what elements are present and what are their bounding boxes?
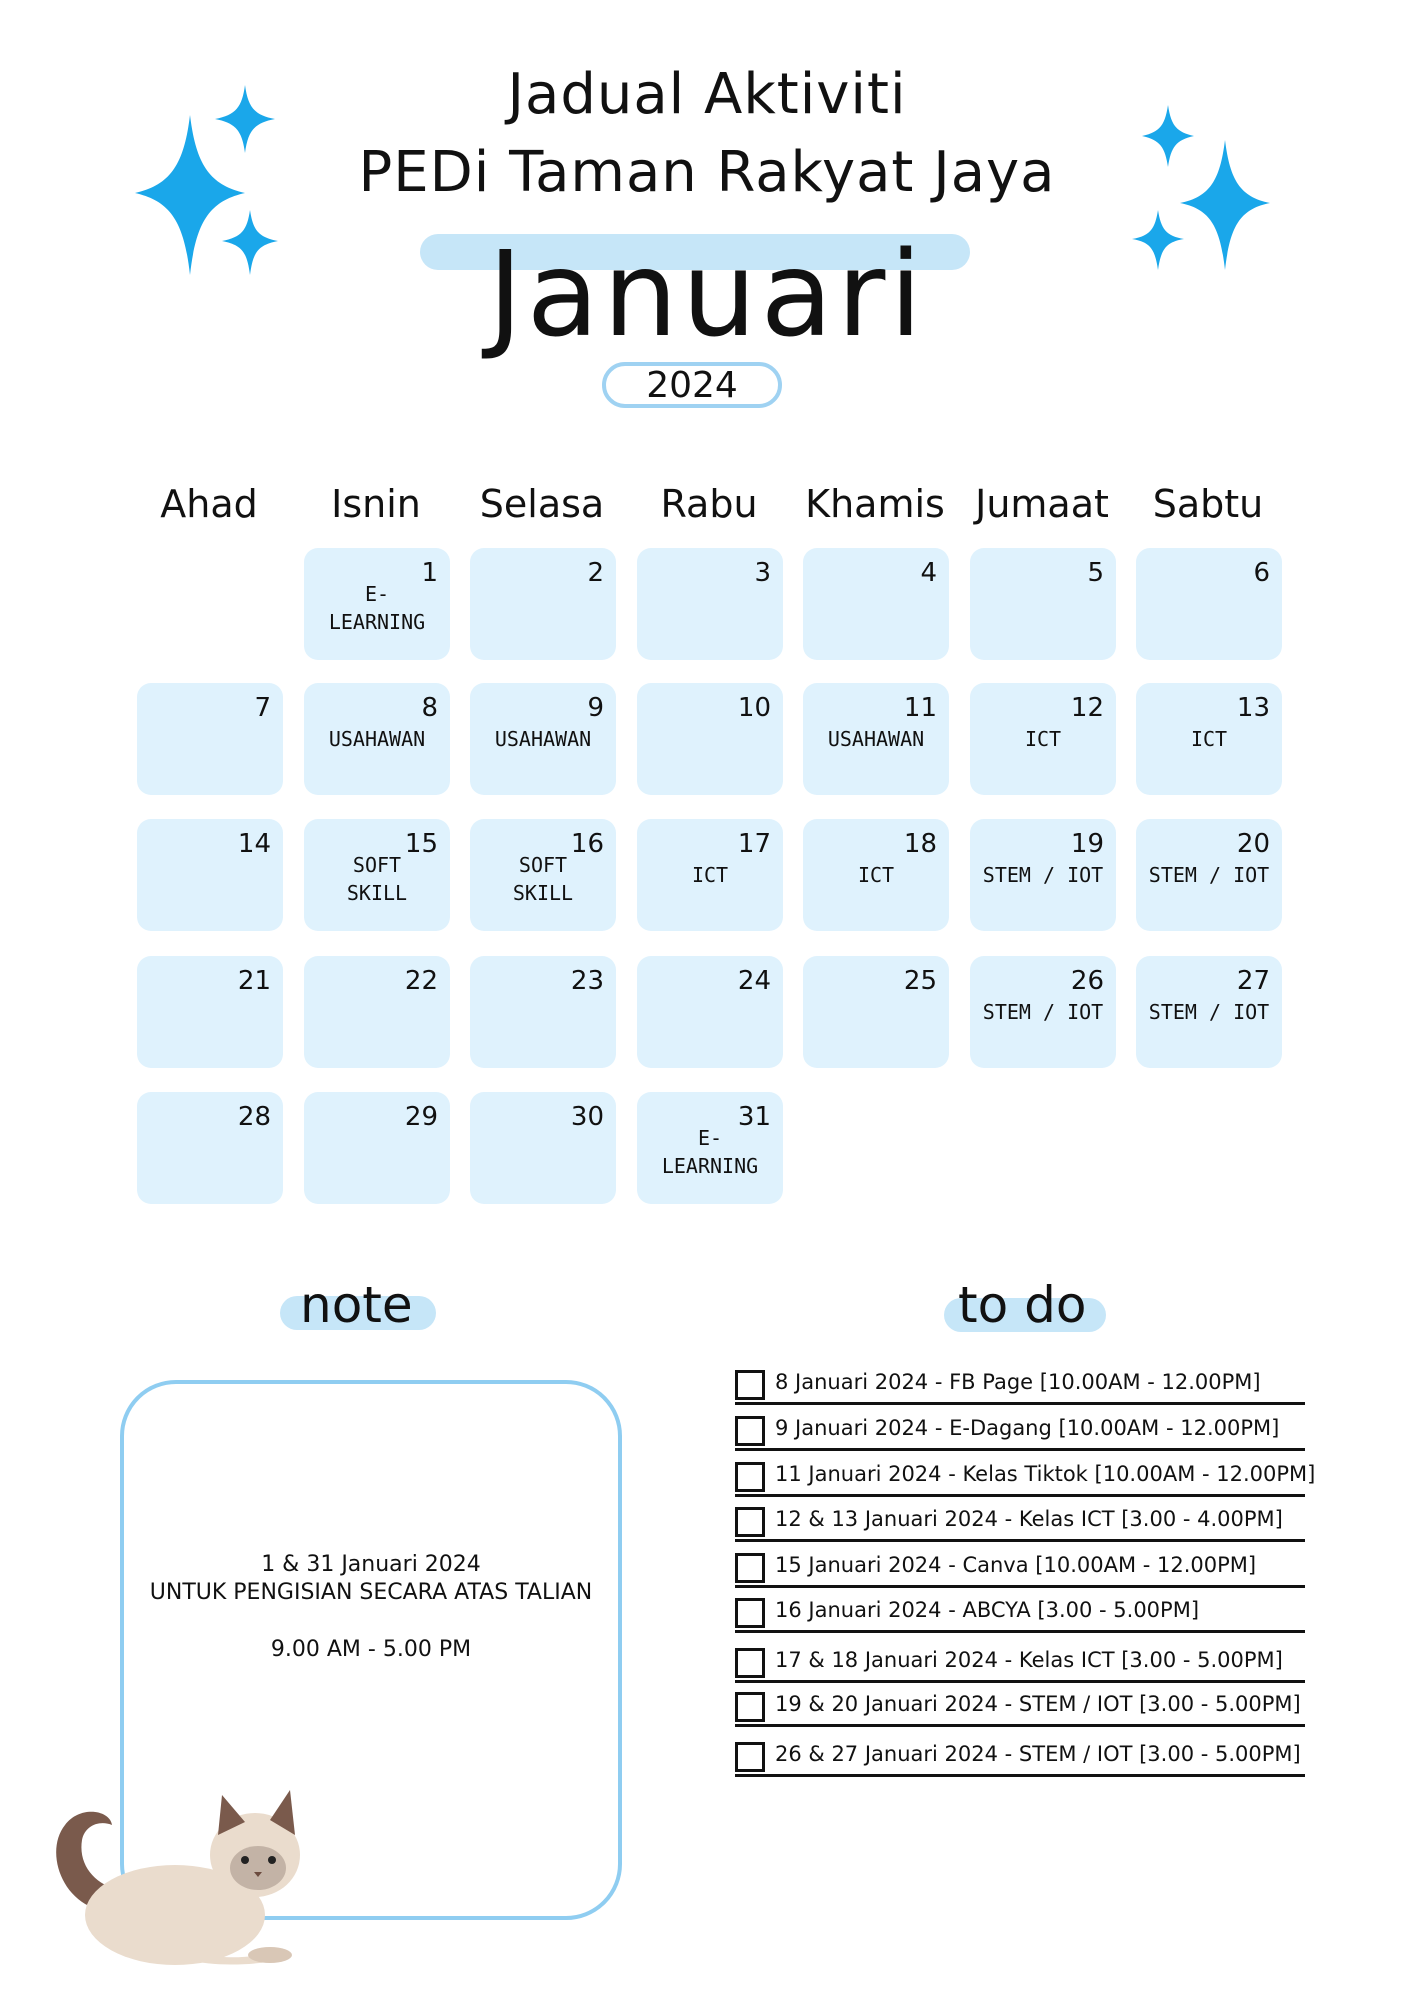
day-number: 13: [1236, 693, 1270, 723]
day-cell: [970, 956, 1116, 1068]
weekday-tuesday: Selasa: [479, 482, 605, 526]
day-activity: E- LEARNING: [661, 1126, 759, 1178]
todo-checkbox[interactable]: [735, 1598, 765, 1628]
day-cell: [803, 819, 949, 931]
todo-checkbox[interactable]: [735, 1553, 765, 1583]
day-activity: SOFT SKILL: [346, 853, 408, 905]
title-line-2: PEDi Taman Rakyat Jaya: [358, 140, 1056, 205]
day-number: 19: [1070, 829, 1104, 859]
todo-item: [735, 1503, 1305, 1542]
weekday-thursday: Khamis: [805, 482, 945, 526]
day-number: 26: [1070, 966, 1104, 996]
weekday-sunday: Ahad: [160, 482, 258, 526]
day-cell: [304, 1092, 450, 1204]
day-cell: [637, 548, 783, 660]
day-number: 23: [570, 966, 604, 996]
todo-item: [735, 1366, 1305, 1405]
day-number: 16: [570, 829, 604, 859]
day-number: 25: [903, 966, 937, 996]
note-label: note: [300, 1276, 413, 1334]
day-number: 21: [237, 966, 271, 996]
day-number: 7: [254, 693, 271, 723]
day-number: 6: [1253, 558, 1270, 588]
todo-text: 8 Januari 2024 - FB Page [10.00AM - 12.00PM]: [775, 1370, 1261, 1394]
day-activity: SOFT SKILL: [512, 853, 574, 905]
day-cell: [803, 548, 949, 660]
weekday-wednesday: Rabu: [660, 482, 758, 526]
todo-item: [735, 1549, 1305, 1588]
day-cell: [1136, 683, 1282, 795]
day-cell: [970, 683, 1116, 795]
day-number: 15: [404, 829, 438, 859]
day-activity: USAHAWAN: [494, 727, 592, 751]
todo-item: [735, 1412, 1305, 1451]
todo-item: [735, 1594, 1305, 1633]
year-badge: 2024: [602, 362, 782, 408]
day-number: 14: [237, 829, 271, 859]
day-number: 8: [421, 693, 438, 723]
day-cell: [304, 683, 450, 795]
day-cell: [637, 683, 783, 795]
note-line-1: 1 & 31 Januari 2024: [261, 1552, 481, 1577]
note-line-3: 9.00 AM - 5.00 PM: [270, 1637, 472, 1662]
day-activity: USAHAWAN: [827, 727, 925, 751]
todo-checkbox[interactable]: [735, 1462, 765, 1492]
todo-checkbox[interactable]: [735, 1416, 765, 1446]
day-number: 5: [1087, 558, 1104, 588]
day-cell: [304, 819, 450, 931]
day-activity: USAHAWAN: [328, 727, 426, 751]
cat-illustration: [40, 1780, 340, 1970]
day-number: 9: [587, 693, 604, 723]
day-activity: E- LEARNING: [328, 582, 426, 634]
day-cell: [137, 819, 283, 931]
day-number: 11: [903, 693, 937, 723]
day-number: 22: [404, 966, 438, 996]
month-title: Januari: [487, 225, 927, 363]
day-activity: ICT: [1024, 727, 1062, 751]
todo-item: [735, 1738, 1305, 1777]
day-number: 1: [421, 558, 438, 588]
day-cell: [137, 1092, 283, 1204]
day-cell: [803, 683, 949, 795]
day-cell: [1136, 548, 1282, 660]
todo-item: [735, 1458, 1316, 1497]
day-cell: [137, 956, 283, 1068]
day-cell: [637, 956, 783, 1068]
weekday-monday: Isnin: [331, 482, 421, 526]
note-line-2: UNTUK PENGISIAN SECARA ATAS TALIAN: [149, 1580, 593, 1605]
title-line-1: Jadual Aktiviti: [507, 62, 907, 127]
day-activity: ICT: [691, 863, 729, 887]
day-cell: [637, 819, 783, 931]
day-activity: STEM / IOT: [1148, 1000, 1270, 1024]
day-cell: [137, 683, 283, 795]
day-number: 30: [570, 1102, 604, 1132]
todo-label: to do: [958, 1276, 1087, 1334]
todo-checkbox[interactable]: [735, 1507, 765, 1537]
day-cell: [304, 956, 450, 1068]
day-cell: [470, 1092, 616, 1204]
todo-item: [735, 1644, 1305, 1683]
todo-checkbox[interactable]: [735, 1742, 765, 1772]
todo-text: 16 Januari 2024 - ABCYA [3.00 - 5.00PM]: [775, 1598, 1200, 1622]
day-activity: ICT: [1190, 727, 1228, 751]
day-activity: STEM / IOT: [982, 1000, 1104, 1024]
day-number: 12: [1070, 693, 1104, 723]
todo-checkbox[interactable]: [735, 1370, 765, 1400]
day-number: 10: [737, 693, 771, 723]
day-activity: STEM / IOT: [982, 863, 1104, 887]
todo-text: 9 Januari 2024 - E-Dagang [10.00AM - 12.00PM]: [775, 1416, 1280, 1440]
day-activity: STEM / IOT: [1148, 863, 1270, 887]
todo-text: 26 & 27 Januari 2024 - STEM / IOT [3.00 - 5.00PM]: [775, 1742, 1301, 1766]
todo-text: 17 & 18 Januari 2024 - Kelas ICT [3.00 - 5.00PM]: [775, 1648, 1283, 1672]
day-activity: ICT: [857, 863, 895, 887]
day-cell: [1136, 819, 1282, 931]
day-number: 20: [1236, 829, 1270, 859]
todo-item: [735, 1688, 1305, 1727]
todo-text: 12 & 13 Januari 2024 - Kelas ICT [3.00 - 4.00PM]: [775, 1507, 1283, 1531]
day-number: 4: [920, 558, 937, 588]
day-number: 3: [754, 558, 771, 588]
day-cell: [803, 956, 949, 1068]
day-number: 31: [737, 1102, 771, 1132]
weekday-friday: Jumaat: [975, 482, 1109, 526]
day-cell: [970, 819, 1116, 931]
day-number: 28: [237, 1102, 271, 1132]
day-number: 24: [737, 966, 771, 996]
day-cell: [470, 819, 616, 931]
weekday-saturday: Sabtu: [1152, 482, 1264, 526]
day-cell: [1136, 956, 1282, 1068]
todo-checkbox[interactable]: [735, 1648, 765, 1678]
day-cell: [470, 683, 616, 795]
day-cell: [470, 548, 616, 660]
todo-text: 19 & 20 Januari 2024 - STEM / IOT [3.00 - 5.00PM]: [775, 1692, 1301, 1716]
day-number: 2: [587, 558, 604, 588]
todo-checkbox[interactable]: [735, 1692, 765, 1722]
day-cell: [970, 548, 1116, 660]
day-cell: [637, 1092, 783, 1204]
todo-text: 11 Januari 2024 - Kelas Tiktok [10.00AM - 12.00PM]: [775, 1462, 1316, 1486]
day-number: 29: [404, 1102, 438, 1132]
day-cell: [304, 548, 450, 660]
day-number: 27: [1236, 966, 1270, 996]
todo-text: 15 Januari 2024 - Canva [10.00AM - 12.00PM]: [775, 1553, 1257, 1577]
day-number: 17: [737, 829, 771, 859]
day-cell: [470, 956, 616, 1068]
day-number: 18: [903, 829, 937, 859]
